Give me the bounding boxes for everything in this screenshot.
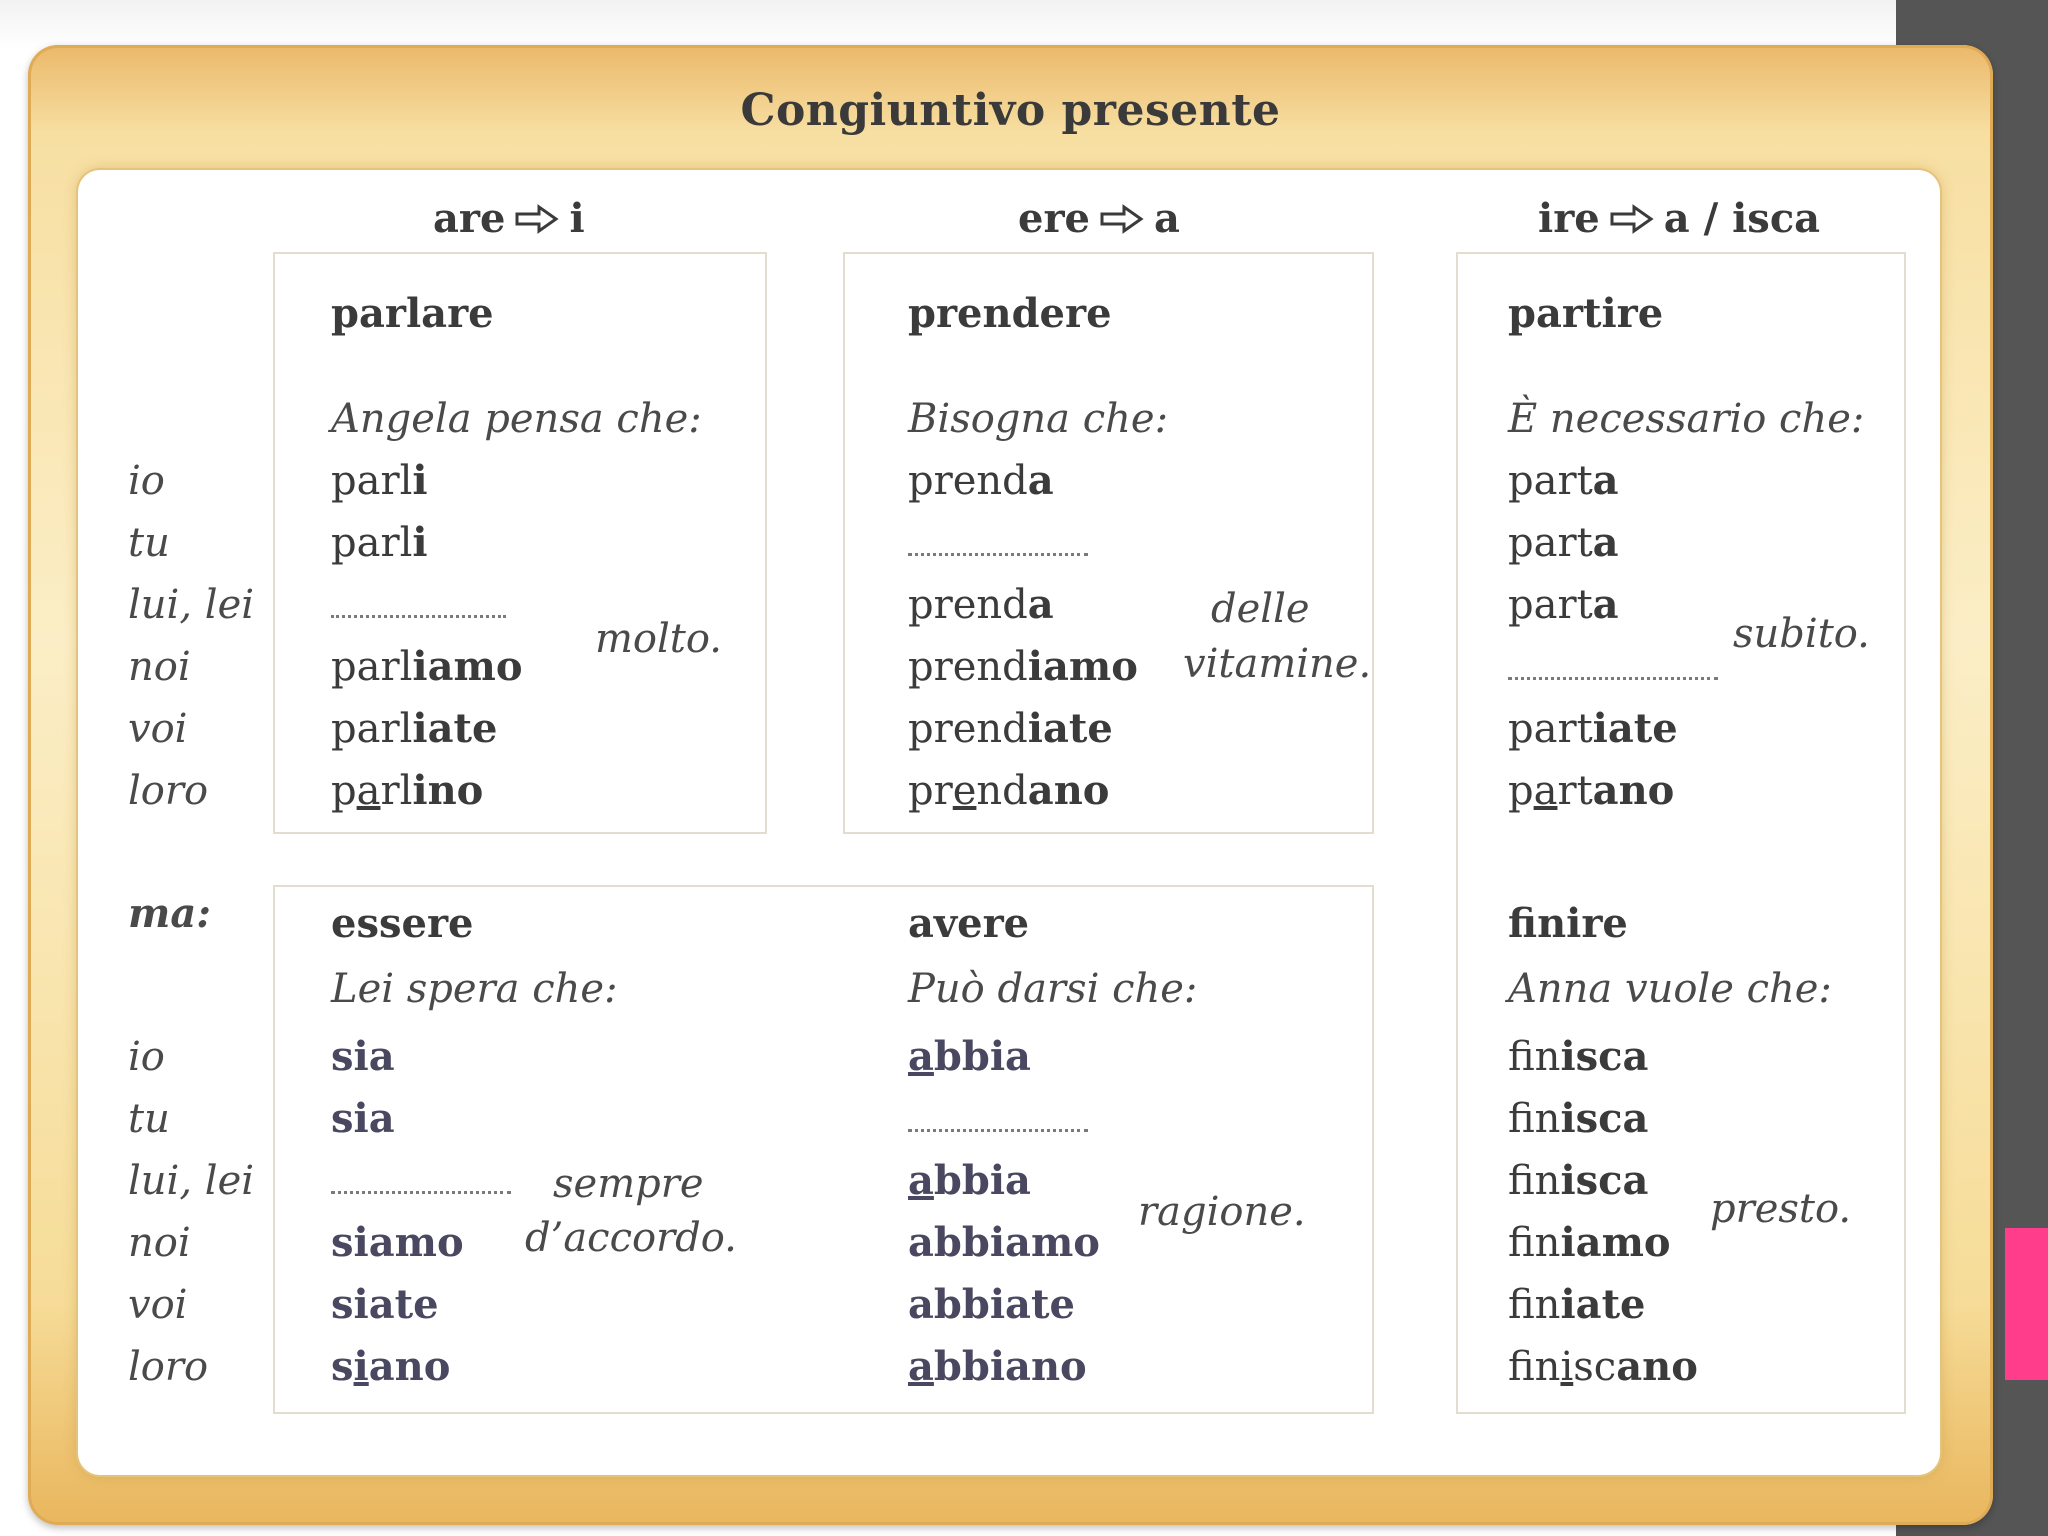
form-stem: fin [1508,1220,1561,1266]
blank-answer-dots [908,1129,1088,1132]
table-body [78,170,1940,1475]
verb-prompt: È necessario che: [1508,396,1865,442]
conjugated-form [1508,1095,1648,1143]
conjugated-form [908,705,1113,753]
form-part: p [1508,768,1534,814]
form-stem: part [1508,582,1593,628]
form-part: ano [368,1343,451,1390]
form-stem: part [1508,706,1593,752]
form-ending: a [1592,581,1619,628]
conjugated-form [908,581,1054,629]
blank-answer-dots [331,1191,511,1194]
header-ere-to: a [1153,195,1180,242]
form-stem: fin [1508,1096,1561,1142]
form-ending: iamo [1027,643,1138,690]
form-ending: iamo [1560,1219,1671,1266]
conjugated-form [1508,767,1674,815]
form-ending: iate [1560,1281,1646,1328]
pronoun-io: io [128,458,165,504]
conjugated-form [908,1157,1031,1205]
form-part: nd [976,768,1028,814]
verb-title: partire [1508,290,1664,337]
form-ending: iate [412,705,498,752]
conjugated-form [331,1219,464,1267]
header-are-to: i [569,195,585,242]
table-frame [28,45,1993,1525]
form-ending: a [1027,457,1054,504]
blank-answer-dots [1508,677,1718,680]
form-part: bbia [933,1033,1031,1080]
form-stem: prend [908,458,1028,504]
form-ending: i [412,457,428,504]
conjugated-form [1508,1343,1698,1391]
form-stem: fin [1508,1282,1561,1328]
form-part: abbiamo [908,1219,1100,1266]
verb-note: vitamine. [1183,641,1372,687]
conjugated-form [331,1343,450,1391]
form-stem: prend [908,706,1028,752]
form-ending: iamo [412,643,523,690]
form-part: s [331,1343,354,1390]
form-ending: iate [1027,705,1113,752]
form-stem: prend [908,644,1028,690]
form-part: sc [1573,1344,1617,1390]
pronoun-tu: tu [128,520,170,566]
conjugated-form [331,519,428,567]
form-part: abbiate [908,1281,1075,1328]
header-are-from: are [433,195,506,242]
stressed-vowel: a [908,1343,934,1390]
verb-note: presto. [1710,1186,1852,1232]
conjugated-form [908,1219,1100,1267]
pink-accent-tab [2005,1228,2048,1380]
pronoun-noi: noi [128,644,191,690]
form-ending: ano [1616,1343,1698,1390]
conjugated-form [1508,1157,1648,1205]
conjugated-form [1508,1281,1646,1329]
verb-note: ragione. [1138,1189,1306,1235]
top-shade [0,0,1896,50]
verb-note: sempre [553,1161,704,1207]
blank-answer-dots [908,553,1088,556]
form-stem: parl [331,458,413,504]
form-part: pr [908,768,953,814]
stressed-vowel: a [1533,768,1558,814]
form-stem: part [1508,520,1593,566]
conjugated-form [908,643,1138,691]
form-stem: parl [331,520,413,566]
conjugated-form [1508,1033,1648,1081]
verb-title: prendere [908,290,1112,337]
arrow-right-icon [1610,204,1654,234]
conjugated-form [331,1033,395,1081]
form-stem: fin [1508,1158,1561,1204]
verb-prompt: Lei spera che: [331,966,618,1012]
verb-title: parlare [331,290,494,337]
verb-title: essere [331,900,474,947]
stressed-vowel: a [908,1033,934,1080]
form-ending: a [1027,581,1054,628]
arrow-right-icon [515,204,559,234]
form-ending: a [1592,519,1619,566]
verb-note: d’accordo. [525,1215,737,1261]
form-part: bbia [933,1157,1031,1204]
conjugated-form [908,767,1109,815]
conjugated-form [1508,519,1619,567]
form-part: rt [1557,768,1593,814]
stressed-vowel: e [952,768,977,814]
stressed-vowel: a [356,768,381,814]
pronoun-loro: loro [128,768,209,814]
conjugated-form [331,767,483,815]
form-ending: i [412,519,428,566]
arrow-right-icon [1100,204,1144,234]
form-stem: part [1508,458,1593,504]
stressed-vowel: i [1560,1344,1574,1390]
form-part: siate [331,1281,439,1328]
pronoun-lui-lei: lui, lei [128,1158,255,1204]
form-stem: parl [331,644,413,690]
header-ire [1538,195,1820,242]
conjugated-form [331,1095,395,1143]
form-ending: a [1592,457,1619,504]
verb-prompt: Anna vuole che: [1508,966,1832,1012]
form-part: fin [1508,1344,1561,1390]
pronoun-voi: voi [128,706,188,752]
header-are [433,195,585,242]
form-ending: iate [1592,705,1678,752]
verb-prompt: Angela pensa che: [331,396,702,442]
conjugated-form [908,457,1054,505]
header-ire-to: a / isca [1663,195,1821,242]
form-ending: isca [1560,1157,1649,1204]
conjugated-form [908,1033,1031,1081]
conjugated-form [331,643,523,691]
header-ire-from: ire [1538,195,1600,242]
form-part: siamo [331,1219,464,1266]
form-part: p [331,768,357,814]
conjugated-form [1508,1219,1671,1267]
form-stem: fin [1508,1034,1561,1080]
form-ending: ino [412,767,484,814]
verb-title: finire [1508,900,1628,947]
form-part: bbiano [933,1343,1087,1390]
form-stem: prend [908,582,1028,628]
pronoun-io: io [128,1034,165,1080]
form-stem: parl [331,706,413,752]
form-part: rl [380,768,413,814]
verb-prompt: Può darsi che: [908,966,1198,1012]
verb-note: subito. [1733,611,1870,657]
pronoun-noi: noi [128,1220,191,1266]
conjugated-form [908,1343,1087,1391]
verb-note: molto. [595,616,722,662]
pronoun-voi: voi [128,1282,188,1328]
pronoun-tu: tu [128,1096,170,1142]
conjugated-form [1508,705,1678,753]
conjugated-form [1508,581,1619,629]
form-ending: ano [1027,767,1110,814]
conjugated-form [331,705,497,753]
ma-label: ma: [128,890,212,937]
conjugated-form [331,1281,439,1329]
form-ending: ano [1592,767,1675,814]
conjugated-form [331,457,428,505]
blank-answer-dots [331,615,506,618]
form-part: sia [331,1033,395,1080]
header-ere [1018,195,1180,242]
form-ending: isca [1560,1095,1649,1142]
table-title: Congiuntivo presente [740,85,1281,136]
stressed-vowel: i [353,1343,369,1390]
stressed-vowel: a [908,1157,934,1204]
form-ending: isca [1560,1033,1649,1080]
header-ere-from: ere [1018,195,1090,242]
pronoun-lui-lei: lui, lei [128,582,255,628]
conjugated-form [908,1281,1075,1329]
conjugated-form [1508,457,1619,505]
verb-prompt: Bisogna che: [908,396,1169,442]
pronoun-loro: loro [128,1344,209,1390]
verb-note: delle [1211,586,1310,632]
verb-title: avere [908,900,1030,947]
form-part: sia [331,1095,395,1142]
